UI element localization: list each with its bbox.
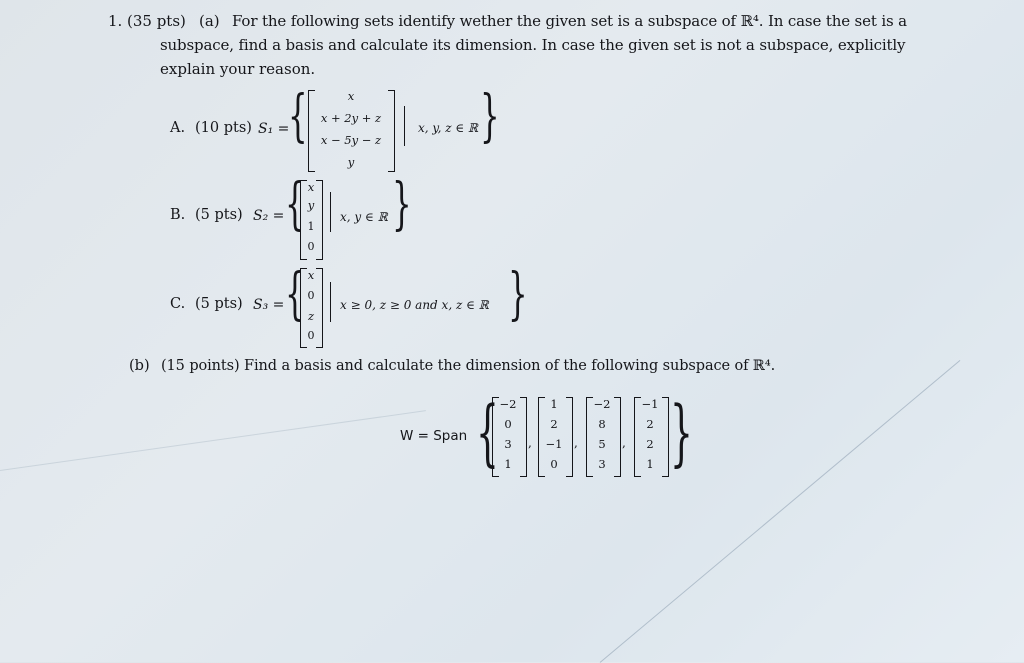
vector-entry: 0 [504, 417, 512, 431]
part-b-label: (b) [129, 358, 150, 374]
right-bracket [520, 397, 527, 477]
intro-line-3: explain your reason. [160, 60, 316, 78]
right-bracket [566, 397, 573, 477]
vector-entry: 1 [646, 457, 654, 471]
vector-entry: z [307, 309, 315, 323]
vector-entry: 2 [646, 437, 654, 451]
comma: , [622, 436, 626, 450]
right-bracket [662, 397, 669, 477]
vector-entry: 0 [550, 457, 558, 471]
intro-line-2: subspace, find a basis and calculate its dimension. In case the given set is not a subspace, explicitly [160, 36, 906, 54]
set-a-condition: x, y, z ∈ ℝ [418, 121, 479, 135]
left-brace-icon: { [288, 84, 308, 149]
vector-entry: x [347, 89, 355, 103]
problem-number: 1. [108, 12, 123, 30]
such-that-bar [330, 282, 331, 322]
set-c-condition: x ≥ 0, z ≥ 0 and x, z ∈ ℝ [340, 298, 489, 312]
left-brace-icon: { [285, 172, 305, 237]
set-b-condition: x, y ∈ ℝ [340, 210, 388, 224]
such-that-bar [330, 192, 331, 232]
vector-entry: 3 [504, 437, 512, 451]
vector-entry: 0 [307, 289, 315, 302]
span-label: W = Span [400, 428, 468, 444]
vector-entry: y [347, 155, 355, 169]
vector-entry: 1 [307, 220, 315, 233]
right-brace-icon: } [392, 172, 412, 237]
set-b-name: S₂ = [253, 208, 285, 224]
set-c-points: (5 pts) [195, 296, 243, 312]
vector-entry: 8 [598, 417, 606, 431]
problem-points: (35 pts) [127, 12, 186, 30]
vector-entry: x + 2y + z [320, 111, 382, 125]
vector-entry: x [307, 268, 315, 282]
set-b-label: B. [170, 207, 186, 223]
right-brace-icon: } [508, 262, 528, 327]
right-bracket [316, 268, 323, 348]
vector-entry: −1 [545, 437, 563, 451]
vector-entry: −2 [499, 397, 517, 411]
such-that-bar [404, 106, 405, 146]
vector-entry: 0 [307, 329, 315, 342]
vector-entry: 2 [550, 417, 558, 431]
right-brace-icon: } [480, 84, 500, 149]
vector-entry: 0 [307, 240, 315, 253]
part-b-text: (15 points) Find a basis and calculate the dimension of the following subspace of ℝ⁴. [161, 358, 776, 374]
right-bracket [614, 397, 621, 477]
vector-entry: 1 [504, 457, 512, 471]
part-a-label: (a) [199, 12, 220, 30]
vector-entry: 1 [550, 397, 558, 411]
comma: , [574, 436, 578, 450]
right-bracket [388, 90, 395, 172]
right-brace-icon: } [670, 390, 693, 474]
vector-entry: x [307, 180, 315, 194]
vector-entry: 5 [598, 437, 606, 451]
vector-entry: −2 [593, 397, 611, 411]
vector-entry: x − 5y − z [320, 133, 382, 147]
set-a-points: (10 pts) [195, 120, 252, 136]
set-a-name: S₁ = [258, 121, 290, 137]
intro-line-1: For the following sets identify wether the given set is a subspace of ℝ⁴. In case the set is a [232, 12, 907, 30]
set-a-label: A. [170, 120, 186, 136]
vector-entry: 2 [646, 417, 654, 431]
set-c-label: C. [170, 296, 186, 312]
set-b-points: (5 pts) [195, 207, 243, 223]
comma: , [528, 436, 532, 450]
right-bracket [316, 180, 323, 260]
left-brace-icon: { [285, 262, 305, 327]
paper-fold-line [0, 410, 426, 471]
vector-entry: y [307, 198, 315, 212]
left-brace-icon: { [476, 390, 499, 474]
vector-entry: 3 [598, 457, 606, 471]
vector-entry: −1 [641, 397, 659, 411]
set-c-name: S₃ = [253, 297, 285, 313]
